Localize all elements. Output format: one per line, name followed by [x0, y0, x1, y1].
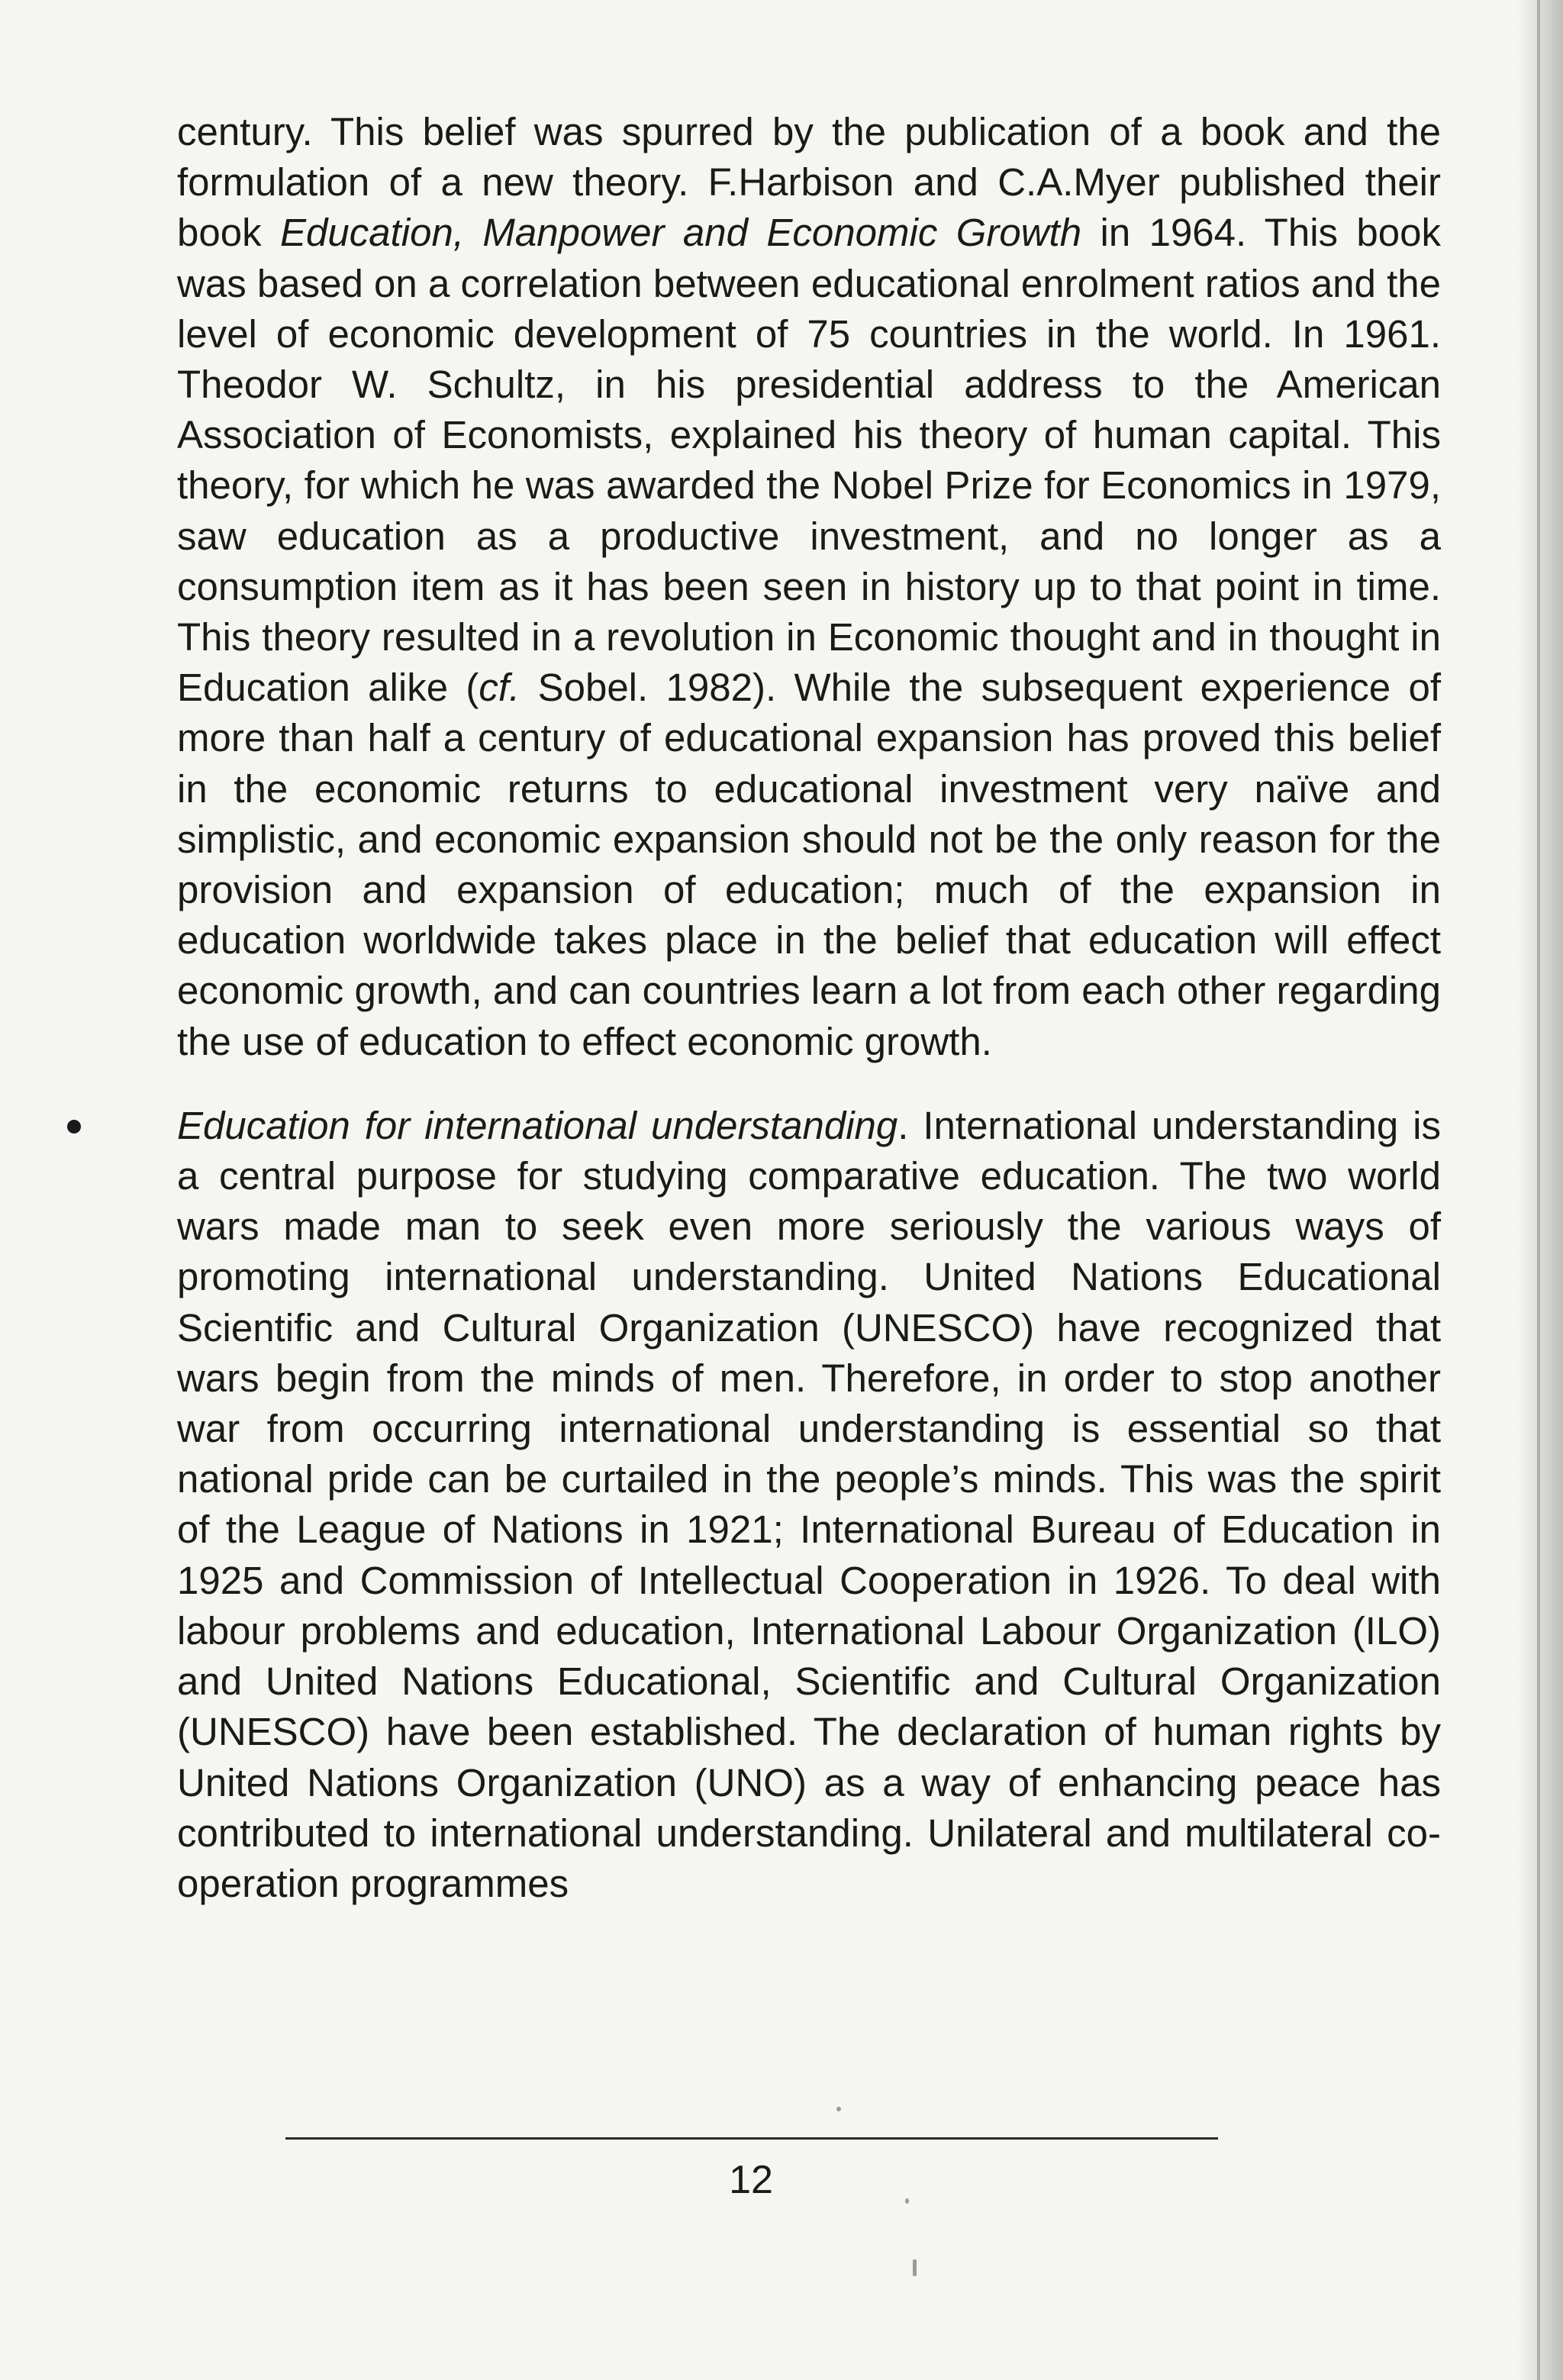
scan-speck	[905, 2198, 909, 2204]
bullet-item-international-understanding	[177, 1101, 1441, 1909]
citation-cf: cf.	[479, 666, 520, 710]
footer-divider	[285, 2137, 1218, 2140]
page-number: 12	[729, 2158, 773, 2202]
paragraph-text: in 1964. This book was based on a correlation between educational enrolment ratios and the level of economic development of 75 countries in the world. In 1961. Theodor W. Schultz, in his presidential address to the American Association of Economists, explained his theory of human capital. This theory, for which he was awarded the Nobel Prize for Economics in 1979, saw education as a productive investment, and no longer as a consumption item as it has been seen in history up to that point in time. This theory resulted in a revolution in Economic thought and in thought in Education alike (	[177, 211, 1442, 710]
bullet-heading: Education for international understanding	[177, 1103, 898, 1147]
paragraph-text: century. This belief was spurred by the publication of a book and the formulation of a new theory. F.Harbison and C.A.Myer published their book	[177, 110, 1441, 255]
paragraph-economic-growth	[177, 107, 1441, 1067]
scan-speck	[836, 2107, 841, 2111]
bullet-body-text: . International understanding is a central purpose for studying comparative education. The two world wars made man to seek even more seriously the various ways of promoting international understanding. United Nations Educational Scientific and Cultural Organization (UNESCO) have recognized that wars begin from the minds of men. Therefore, in order to stop another war from occurring international understanding is essential so that national pride can be curtailed in the people’s minds. This was the spirit of the League of Nations in 1921; International Bureau of Education in 1925 and Commission of Intellectual Cooperation in 1926. To deal with labour problems and education, International Labour Organization (ILO) and United Nations Educational, Scientific and Cultural Organization (UNESCO) have been established. The declaration of human rights by United Nations Organization (UNO) as a way of enhancing peace has contributed to international understanding. Unilateral and multilateral co-operation programmes	[177, 1103, 1442, 1905]
bullet-icon	[67, 1120, 81, 1134]
page-edge-line	[1537, 0, 1540, 2380]
body-text	[177, 107, 1441, 1909]
paragraph-text: Sobel. 1982). While the subsequent experience of more than half a century of educational expansion has proved this belief in the economic returns to educational investment very naïve and simplistic, and economic expansion should not be the only reason for the provision and expansion of education; much of the expansion in education worldwide takes place in the belief that education will effect economic growth, and can countries learn a lot from each other regarding the use of education to effect economic growth.	[177, 666, 1441, 1063]
book-title: Education, Manpower and Economic Growth	[280, 211, 1082, 255]
scan-speck	[913, 2259, 917, 2276]
page-edge-shadow	[1517, 0, 1563, 2380]
bullet-paragraph	[177, 1101, 1441, 1909]
